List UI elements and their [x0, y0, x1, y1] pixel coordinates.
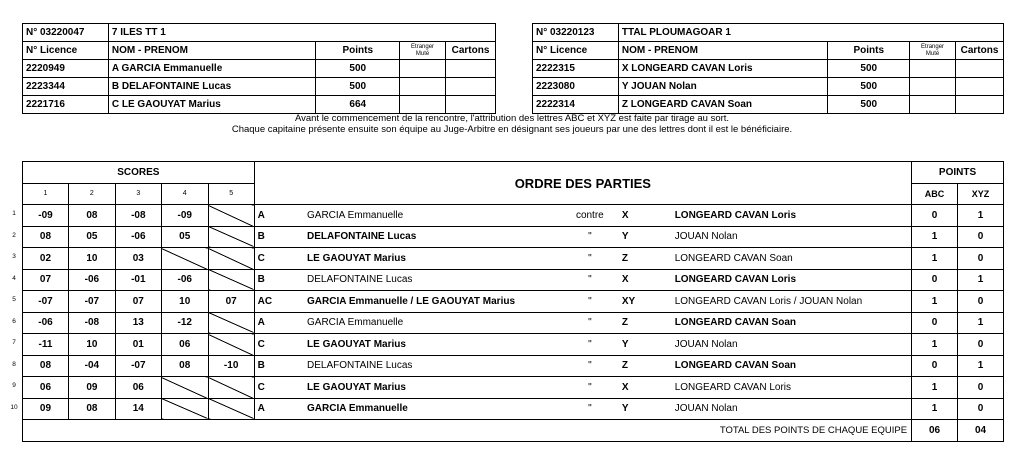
player-a-name: LE GAOUYAT Marius	[304, 248, 564, 270]
header-etranger-mute	[910, 42, 956, 60]
player-b-name: LONGEARD CAVAN Loris	[672, 269, 912, 291]
player-etranger	[910, 60, 956, 78]
team-a-number: N° 03220047	[23, 24, 109, 42]
set-score	[208, 398, 254, 420]
match-table	[22, 161, 1004, 442]
points-abc: 0	[912, 312, 958, 334]
row-number: 5	[12, 296, 16, 304]
player-b-letter: XY	[616, 291, 672, 313]
match-row	[23, 334, 1004, 356]
team-b-name: TTAL PLOUMAGOAR 1	[618, 24, 1003, 42]
player-points: 500	[828, 60, 910, 78]
points-abc: 0	[912, 205, 958, 227]
versus-label: "	[564, 226, 616, 248]
abc-header: ABC	[912, 183, 958, 205]
player-b-letter: X	[616, 377, 672, 399]
set-score: 08	[161, 355, 208, 377]
set-score: 10	[68, 248, 115, 270]
set-score: -08	[68, 312, 115, 334]
set-header-5: 5	[208, 183, 254, 205]
player-a-letter: B	[254, 269, 304, 291]
player-licence: 2221716	[23, 96, 109, 114]
row-number: 2	[12, 231, 16, 239]
player-name: Y JOUAN Nolan	[618, 78, 828, 96]
set-score: -11	[23, 334, 69, 356]
player-a-letter: B	[254, 355, 304, 377]
player-licence: 2223080	[533, 78, 619, 96]
set-score	[208, 312, 254, 334]
player-cartons	[446, 96, 496, 114]
match-row	[23, 248, 1004, 270]
set-header-1: 1	[23, 183, 69, 205]
set-header-2: 2	[68, 183, 115, 205]
set-score: 05	[161, 226, 208, 248]
player-a-letter: C	[254, 248, 304, 270]
player-b-letter: X	[616, 205, 672, 227]
set-score: 06	[115, 377, 161, 399]
player-a-name: DELAFONTAINE Lucas	[304, 269, 564, 291]
team-a-player-row	[23, 60, 496, 78]
match-row	[23, 205, 1004, 227]
etranger-label: Etranger	[411, 43, 435, 50]
player-cartons	[446, 78, 496, 96]
set-score	[208, 205, 254, 227]
set-score: 10	[68, 334, 115, 356]
header-cartons: Cartons	[955, 42, 1003, 60]
set-score: -10	[208, 355, 254, 377]
team-b-table	[532, 23, 1004, 114]
set-score: -04	[68, 355, 115, 377]
player-b-name: LONGEARD CAVAN Loris / JOUAN Nolan	[672, 291, 912, 313]
set-score: -06	[115, 226, 161, 248]
player-b-letter: Z	[616, 355, 672, 377]
points-abc: 1	[912, 248, 958, 270]
player-b-letter: Y	[616, 334, 672, 356]
player-licence: 2223344	[23, 78, 109, 96]
points-xyz: 0	[958, 377, 1004, 399]
row-number: 10	[10, 403, 18, 411]
player-licence: 2222314	[533, 96, 619, 114]
versus-label: contre	[564, 205, 616, 227]
row-number: 8	[12, 360, 16, 368]
player-etranger	[400, 96, 446, 114]
row-number: 9	[12, 382, 16, 390]
match-row	[23, 377, 1004, 399]
points-abc: 1	[912, 291, 958, 313]
set-score: 08	[23, 226, 69, 248]
row-number: 6	[12, 317, 16, 325]
player-etranger	[400, 60, 446, 78]
versus-label: "	[564, 398, 616, 420]
total-label: TOTAL DES POINTS DE CHAQUE EQUIPE	[23, 420, 912, 442]
versus-label: "	[564, 377, 616, 399]
player-b-name: LONGEARD CAVAN Soan	[672, 248, 912, 270]
mute-label: Muté	[925, 50, 940, 57]
set-score: 01	[115, 334, 161, 356]
versus-label: "	[564, 269, 616, 291]
header-cartons: Cartons	[446, 42, 496, 60]
player-b-name: LONGEARD CAVAN Soan	[672, 312, 912, 334]
set-score: 08	[68, 398, 115, 420]
set-score: -09	[161, 205, 208, 227]
player-a-name: DELAFONTAINE Lucas	[304, 226, 564, 248]
player-a-name: GARCIA Emmanuelle	[304, 312, 564, 334]
player-b-name: LONGEARD CAVAN Loris	[672, 377, 912, 399]
player-a-letter: C	[254, 377, 304, 399]
set-score: 07	[115, 291, 161, 313]
row-number: 4	[12, 274, 16, 282]
player-points: 500	[828, 78, 910, 96]
header-nom: NOM - PRENOM	[108, 42, 316, 60]
team-a-player-row	[23, 96, 496, 114]
team-a-player-row	[23, 78, 496, 96]
set-score: -07	[68, 291, 115, 313]
points-abc: 1	[912, 398, 958, 420]
set-score: 13	[115, 312, 161, 334]
set-score: 06	[23, 377, 69, 399]
set-score	[208, 377, 254, 399]
player-b-name: LONGEARD CAVAN Loris	[672, 205, 912, 227]
points-abc: 1	[912, 226, 958, 248]
team-a-table	[22, 23, 496, 114]
set-score: -09	[23, 205, 69, 227]
header-points: Points	[828, 42, 910, 60]
player-b-letter: Y	[616, 226, 672, 248]
set-score: -12	[161, 312, 208, 334]
player-cartons	[955, 60, 1003, 78]
set-header-3: 3	[115, 183, 161, 205]
team-b-player-row	[533, 96, 1004, 114]
set-score: -06	[68, 269, 115, 291]
player-b-letter: Z	[616, 312, 672, 334]
player-b-letter: X	[616, 269, 672, 291]
player-name: X LONGEARD CAVAN Loris	[618, 60, 828, 78]
order-title: ORDRE DES PARTIES	[254, 162, 911, 205]
player-name: Z LONGEARD CAVAN Soan	[618, 96, 828, 114]
set-score: 08	[23, 355, 69, 377]
player-b-name: LONGEARD CAVAN Soan	[672, 355, 912, 377]
set-score: 10	[161, 291, 208, 313]
player-a-name: GARCIA Emmanuelle / LE GAOUYAT Marius	[304, 291, 564, 313]
player-b-name: JOUAN Nolan	[672, 334, 912, 356]
player-a-name: DELAFONTAINE Lucas	[304, 355, 564, 377]
set-score: 02	[23, 248, 69, 270]
set-score: 09	[23, 398, 69, 420]
set-score: 09	[68, 377, 115, 399]
points-xyz: 1	[958, 355, 1004, 377]
points-xyz: 0	[958, 248, 1004, 270]
player-cartons	[446, 60, 496, 78]
set-header-4: 4	[161, 183, 208, 205]
set-score	[208, 269, 254, 291]
xyz-header: XYZ	[958, 183, 1004, 205]
player-a-name: GARCIA Emmanuelle	[304, 398, 564, 420]
points-xyz: 0	[958, 291, 1004, 313]
team-b-player-row	[533, 60, 1004, 78]
player-b-letter: Z	[616, 248, 672, 270]
set-score	[161, 398, 208, 420]
set-score	[161, 377, 208, 399]
points-xyz: 0	[958, 398, 1004, 420]
header-licence: N° Licence	[533, 42, 619, 60]
versus-label: "	[564, 334, 616, 356]
etranger-label: Etranger	[921, 43, 945, 50]
match-row	[23, 355, 1004, 377]
versus-label: "	[564, 248, 616, 270]
set-score: -06	[161, 269, 208, 291]
player-a-name: GARCIA Emmanuelle	[304, 205, 564, 227]
player-points: 500	[828, 96, 910, 114]
player-etranger	[910, 78, 956, 96]
versus-label: "	[564, 312, 616, 334]
points-xyz: 1	[958, 205, 1004, 227]
player-a-name: LE GAOUYAT Marius	[304, 377, 564, 399]
versus-label: "	[564, 291, 616, 313]
player-a-letter: A	[254, 205, 304, 227]
rule-note-1: Avant le commencement de la rencontre, l'attribution des lettres ABC et XYZ est faite par tirage au sort.	[294, 113, 730, 124]
player-etranger	[910, 96, 956, 114]
versus-label: "	[564, 355, 616, 377]
player-b-name: JOUAN Nolan	[672, 398, 912, 420]
set-score	[208, 226, 254, 248]
points-abc: 1	[912, 377, 958, 399]
match-row	[23, 398, 1004, 420]
total-abc: 06	[912, 420, 958, 442]
set-score: -01	[115, 269, 161, 291]
player-b-name: JOUAN Nolan	[672, 226, 912, 248]
points-xyz: 1	[958, 312, 1004, 334]
player-cartons	[955, 96, 1003, 114]
points-abc: 0	[912, 355, 958, 377]
set-score: -07	[23, 291, 69, 313]
set-score: -08	[115, 205, 161, 227]
player-licence: 2220949	[23, 60, 109, 78]
match-row	[23, 312, 1004, 334]
player-points: 664	[316, 96, 400, 114]
row-number: 3	[12, 253, 16, 261]
points-xyz: 0	[958, 226, 1004, 248]
set-score: 03	[115, 248, 161, 270]
match-row	[23, 291, 1004, 313]
scores-title: SCORES	[23, 162, 255, 184]
player-a-letter: A	[254, 398, 304, 420]
player-a-name: LE GAOUYAT Marius	[304, 334, 564, 356]
player-b-letter: Y	[616, 398, 672, 420]
team-a-name: 7 ILES TT 1	[108, 24, 495, 42]
points-xyz: 0	[958, 334, 1004, 356]
set-score: 14	[115, 398, 161, 420]
player-name: C LE GAOUYAT Marius	[108, 96, 316, 114]
header-licence: N° Licence	[23, 42, 109, 60]
set-score: 06	[161, 334, 208, 356]
match-row	[23, 269, 1004, 291]
player-licence: 2222315	[533, 60, 619, 78]
row-number: 1	[12, 210, 16, 218]
mute-label: Muté	[415, 50, 430, 57]
points-xyz: 1	[958, 269, 1004, 291]
set-score	[208, 334, 254, 356]
match-row	[23, 226, 1004, 248]
points-abc: 1	[912, 334, 958, 356]
header-points: Points	[316, 42, 400, 60]
player-a-letter: B	[254, 226, 304, 248]
set-score	[161, 248, 208, 270]
header-nom: NOM - PRENOM	[618, 42, 828, 60]
points-title: POINTS	[912, 162, 1004, 184]
set-score: 08	[68, 205, 115, 227]
set-score: -06	[23, 312, 69, 334]
rule-note-2: Chaque capitaine présente ensuite son équipe au Juge-Arbitre en désignant ses joueurs par une des lettres dont il est le bénéficiaire.	[231, 124, 793, 135]
set-score: 07	[208, 291, 254, 313]
total-xyz: 04	[958, 420, 1004, 442]
set-score	[208, 248, 254, 270]
set-score: 07	[23, 269, 69, 291]
team-b-number: N° 03220123	[533, 24, 619, 42]
player-a-letter: AC	[254, 291, 304, 313]
player-cartons	[955, 78, 1003, 96]
player-points: 500	[316, 78, 400, 96]
player-name: B DELAFONTAINE Lucas	[108, 78, 316, 96]
player-points: 500	[316, 60, 400, 78]
player-a-letter: C	[254, 334, 304, 356]
set-score: 05	[68, 226, 115, 248]
row-number: 7	[12, 339, 16, 347]
header-etranger-mute	[400, 42, 446, 60]
player-a-letter: A	[254, 312, 304, 334]
team-b-player-row	[533, 78, 1004, 96]
player-etranger	[400, 78, 446, 96]
set-score: -07	[115, 355, 161, 377]
player-name: A GARCIA Emmanuelle	[108, 60, 316, 78]
points-abc: 0	[912, 269, 958, 291]
